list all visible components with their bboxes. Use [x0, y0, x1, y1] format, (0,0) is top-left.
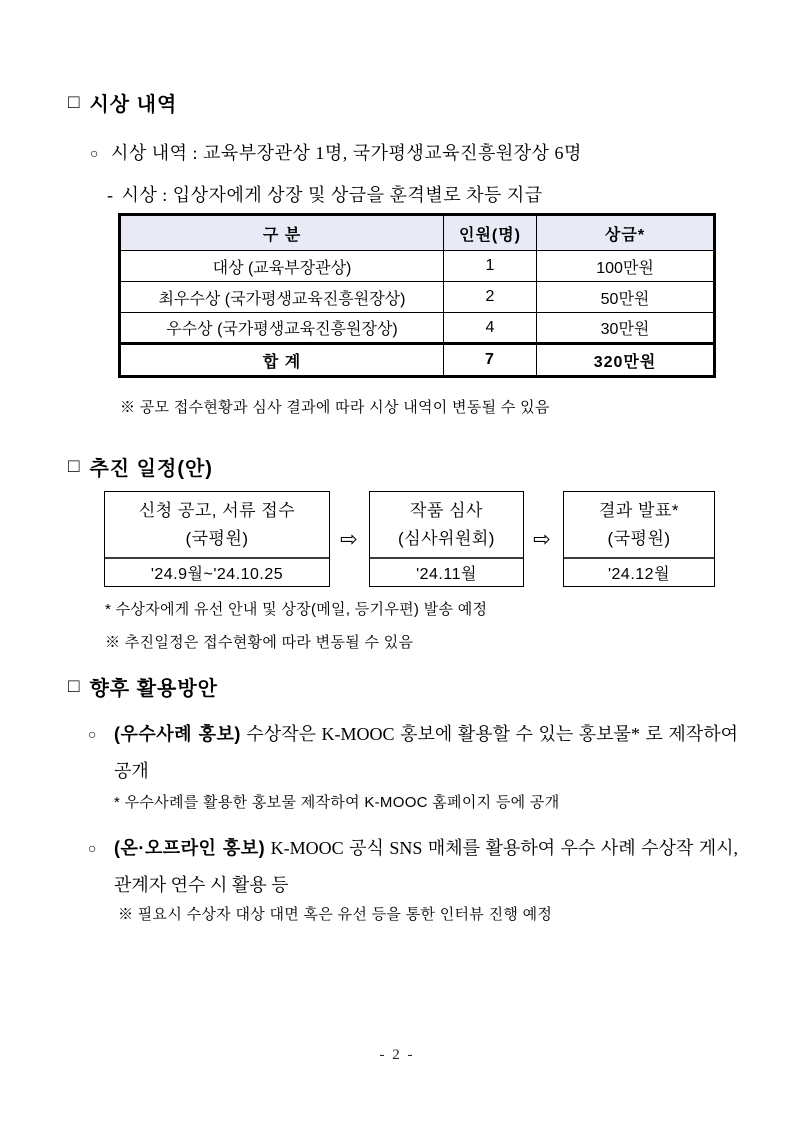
schedule-note-star: * 수상자에게 유선 안내 및 상장(메일, 등기우편) 발송 예정 — [105, 601, 488, 618]
bullet-marker: ○ — [88, 728, 97, 743]
future-item-promo — [88, 716, 738, 790]
awards-summary-line — [90, 139, 582, 165]
section-marker: □ — [68, 675, 81, 697]
table-cell-category: 대상 (교육부장관상) — [120, 251, 444, 282]
table-row — [120, 251, 715, 282]
schedule-section-title — [68, 452, 213, 481]
future-item-sns — [88, 830, 738, 904]
table-cell-category: 우수상 (국가평생교육진흥원장상) — [120, 313, 444, 344]
awards-detail-text: 시상 : 입상자에게 상장 및 상금을 훈격별로 차등 지급 — [121, 185, 543, 205]
table-cell-count: 1 — [444, 251, 537, 282]
future-item-sns-note: ※ 필요시 수상자 대상 대면 혹은 유선 등을 통한 인터뷰 진행 예정 — [118, 906, 553, 923]
future-section-title-text: 향후 활용방안 — [89, 678, 218, 700]
flow-arrow-icon: ⇨ — [533, 527, 551, 551]
flow-step-org: (심사위원회) — [398, 528, 495, 548]
bullet-marker: ○ — [90, 147, 99, 162]
table-cell-prize: 30만원 — [537, 313, 715, 344]
awards-section-title — [68, 88, 177, 117]
table-row — [120, 313, 715, 344]
awards-summary-text: 시상 내역 : 교육부장관상 1명, 국가평생교육진흥원장상 6명 — [110, 143, 582, 163]
bullet-marker: ○ — [88, 842, 97, 857]
table-total-category: 합 계 — [120, 344, 444, 377]
flow-step-org: (국평원) — [607, 528, 671, 548]
future-section-title — [68, 672, 218, 701]
schedule-note-ref: ※ 추진일정은 접수현황에 따라 변동될 수 있음 — [105, 634, 414, 651]
awards-table — [118, 213, 716, 378]
flow-step-org: (국평원) — [185, 528, 249, 548]
table-cell-prize: 50만원 — [537, 282, 715, 313]
flow-step-date: '24.12월 — [564, 557, 714, 586]
flow-step-header — [564, 492, 714, 557]
awards-section-title-text: 시상 내역 — [89, 94, 178, 116]
flow-step-header — [370, 492, 523, 557]
future-item-promo-note: * 우수사례를 활용한 홍보물 제작하여 K-MOOC 홈페이지 등에 공개 — [114, 794, 560, 811]
flow-step-review — [369, 491, 524, 587]
dash-marker: - — [107, 185, 114, 205]
table-cell-category: 최우수상 (국가평생교육진흥원장상) — [120, 282, 444, 313]
awards-detail-line — [107, 181, 543, 207]
table-total-count: 7 — [444, 344, 537, 377]
flow-step-announcement — [563, 491, 715, 587]
section-marker: □ — [68, 455, 81, 477]
flow-step-name: 작품 심사 — [410, 500, 483, 520]
future-item-lead: (우수사례 홍보) — [114, 724, 241, 744]
flow-arrow-icon: ⇨ — [340, 527, 358, 551]
table-cell-count: 4 — [444, 313, 537, 344]
table-header-prize: 상금* — [537, 215, 715, 251]
table-row — [120, 282, 715, 313]
awards-note: ※ 공모 접수현황과 심사 결과에 따라 시상 내역이 변동될 수 있음 — [120, 399, 550, 416]
flow-step-application — [104, 491, 330, 587]
table-header-category: 구 분 — [120, 215, 444, 251]
future-item-body: 수상작은 K-MOOC 홍보에 활용할 수 있는 홍보물* 로 제작하여 공개 — [114, 724, 738, 781]
section-marker: □ — [68, 91, 81, 113]
flow-step-name: 신청 공고, 서류 접수 — [138, 500, 296, 520]
future-item-lead: (온·오프라인 홍보) — [114, 838, 266, 858]
table-cell-count: 2 — [444, 282, 537, 313]
future-item-body: K-MOOC 공식 SNS 매체를 활용하여 우수 사례 수상작 게시, 관계자 연수 시 활용 등 — [114, 838, 738, 895]
page-number: - 2 - — [379, 1047, 415, 1063]
flow-step-date: '24.9월~'24.10.25 — [105, 557, 329, 586]
flow-step-date: '24.11월 — [370, 557, 523, 586]
table-header-count: 인원(명) — [444, 215, 537, 251]
table-total-prize: 320만원 — [537, 344, 715, 377]
table-total-row — [120, 344, 715, 377]
flow-step-header — [105, 492, 329, 557]
table-cell-prize: 100만원 — [537, 251, 715, 282]
awards-table-header-row — [120, 215, 715, 251]
schedule-section-title-text: 추진 일정(안) — [89, 458, 213, 480]
flow-step-name: 결과 발표* — [598, 500, 680, 520]
